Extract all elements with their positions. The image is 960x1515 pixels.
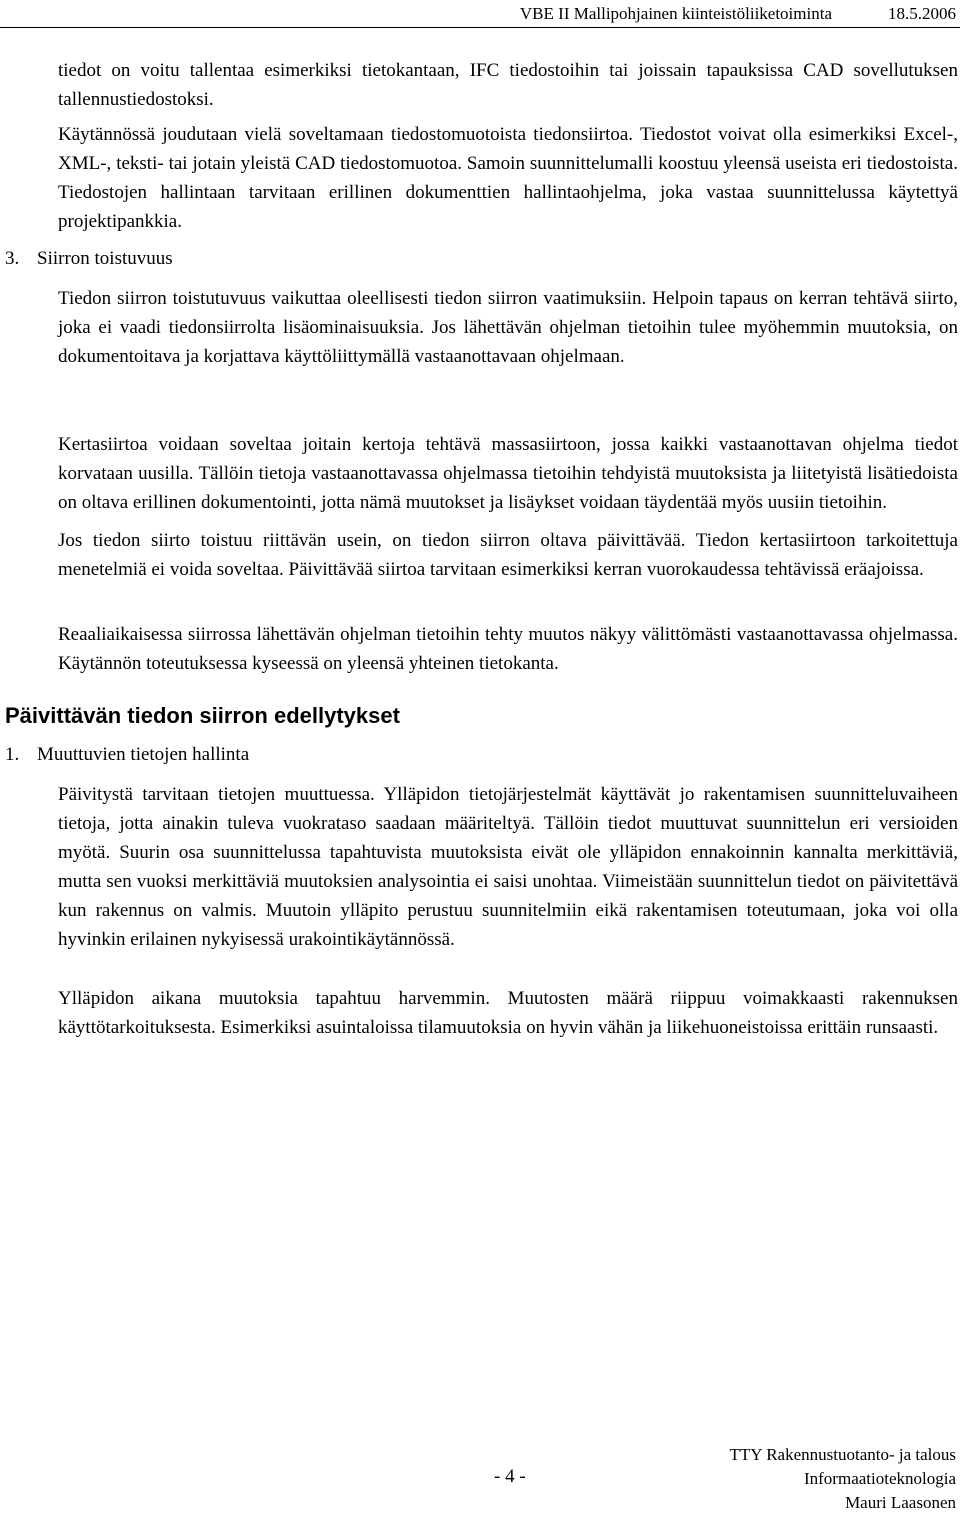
list-item-1-number: 1. <box>5 744 20 765</box>
page-header <box>520 4 956 24</box>
section-heading: Päivittävän tiedon siirron edellytykset <box>5 703 400 728</box>
list-item-3-number: 3. <box>5 248 20 269</box>
footer-author: Mauri Laasonen <box>845 1493 956 1512</box>
list-item-3-label: Siirron toistuvuus <box>37 248 173 269</box>
list-item-1 <box>5 740 249 769</box>
paragraph-2: Käytännössä joudutaan vielä soveltamaan tiedostomuotoista tiedonsiirtoa. Tiedostot voivat olla esimerkiksi Excel-, XML-, teksti- tai jotain yleistä CAD tiedostomuotoa. Samoin suunnittelumalli koostuu yleensä useista eri tiedostoista. Tiedostojen hallintaan tarvitaan erillinen dokumenttien hallintaohjelma, joka vastaa suunnittelussa käytettyä projektipankkia. <box>58 124 958 232</box>
paragraph-6: Reaaliaikaisessa siirrossa lähettävän ohjelman tietoihin tehty muutos näkyy välittömästi vastaanottavassa ohjelmassa. Käytännön toteutuksessa kyseessä on yleensä yhteinen tietokanta. <box>58 624 958 674</box>
list-item-1-label: Muuttuvien tietojen hallinta <box>37 744 250 765</box>
paragraph-3: Tiedon siirron toistutuvuus vaikuttaa oleellisesti tiedon siirron vaatimuksiin. Helpoin tapaus on kerran tehtävä siirto, joka ei vaadi tiedonsiirrolta lisäominaisuuksia. Jos lähettävän ohjelman tietoihin tulee myöhemmin muutoksia, on dokumentoitava ja korjattava käyttöliittymällä vastaanottavaan ohjelmaan. <box>58 288 958 367</box>
header-rule <box>0 27 960 28</box>
footer-org-line-1: TTY Rakennustuotanto- ja talous <box>729 1445 956 1464</box>
paragraph-5: Jos tiedon siirto toistuu riittävän usein, on tiedon siirron oltava päivittävää. Tiedon kertasiirtoon tarkoitettuja menetelmiä ei voida soveltaa. Päivittävää siirtoa tarvitaan esimerkiksi kerran vuorokaudessa tehtävissä eräajoissa. <box>58 530 958 580</box>
footer-credits <box>730 1443 956 1515</box>
header-date: 18.5.2006 <box>888 4 956 23</box>
footer-org-line-2: Informaatioteknologia <box>803 1469 956 1488</box>
paragraph-7: Päivitystä tarvitaan tietojen muuttuessa. Ylläpidon tietojärjestelmät käyttävät jo rakentamisen suunnitteluvaiheen tietoja, jotta ainakin tuleva vuokrataso saadaan määriteltyä. Tällöin tiedot muuttuvat suunnittelun eri versioiden myötä. Suurin osa suunnittelussa tapahtuvista muutoksista eivät ole ylläpidon ennakoinnin kannalta merkittäviä, mutta sen vuoksi merkittäviä muutoksien analysointia ei saisi unohtaa. Viimeistään suunnittelun tiedot on päivitettävä kun rakennus on valmis. Muutoin ylläpito perustuu suunnitelmiin eikä rakentamisen toteutumaan, joka voi olla hyvinkin erilainen nykyisessä urakointikäytännössä. <box>58 784 958 950</box>
list-item-3 <box>5 244 173 273</box>
paragraph-4: Kertasiirtoa voidaan soveltaa joitain kertoja tehtävä massasiirtoon, jossa kaikki vastaanottavan ohjelma tiedot korvataan uusilla. Tällöin tietoja vastaanottavassa ohjelmassa tietoihin tehdyistä muutoksista ja liitetyistä lisätiedoista on oltava erillinen dokumentointi, jotta nämä muutokset ja lisäykset voidaan täydentää myös uusiin tietoihin. <box>58 434 958 513</box>
header-title: VBE II Mallipohjainen kiinteistöliiketoiminta <box>519 4 832 23</box>
page-number: - 4 - <box>494 1466 526 1487</box>
paragraph-1: tiedot on voitu tallentaa esimerkiksi tietokantaan, IFC tiedostoihin tai joissain tapauksissa CAD sovellutuksen tallennustiedostoksi. <box>58 60 958 110</box>
paragraph-8: Ylläpidon aikana muutoksia tapahtuu harvemmin. Muutosten määrä riippuu voimakkaasti rakennuksen käyttötarkoituksesta. Esimerkiksi asuintaloissa tilamuutoksia on hyvin vähän ja liikehuoneistoissa erittäin runsaasti. <box>58 988 958 1038</box>
